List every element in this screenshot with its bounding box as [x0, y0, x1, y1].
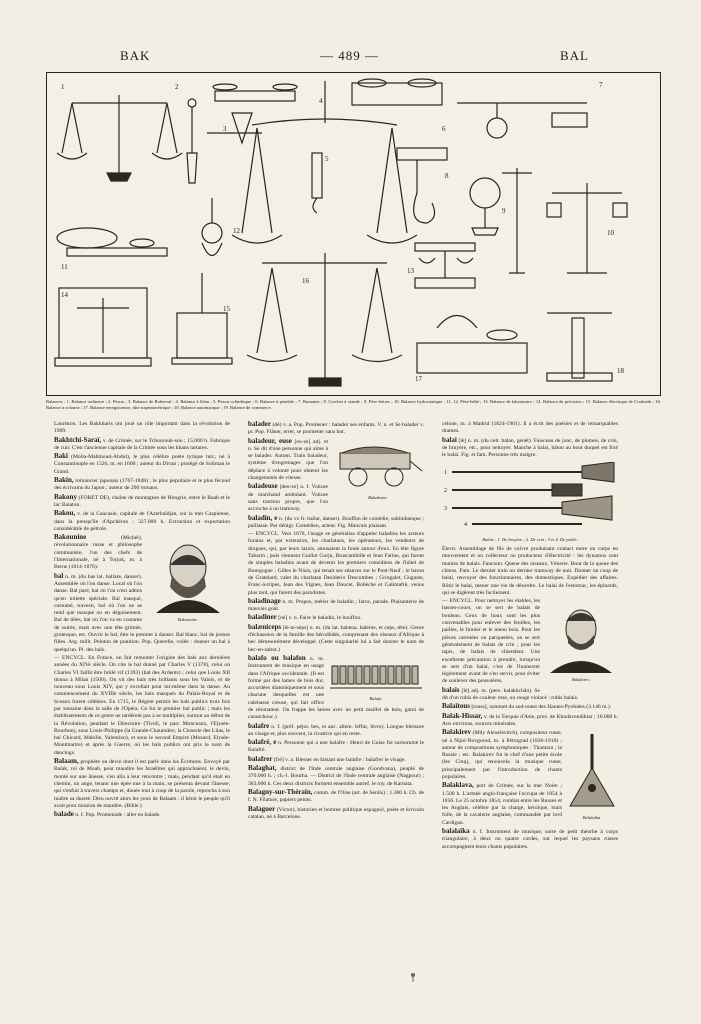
fig-num: 18 — [617, 367, 624, 375]
balais-figure — [442, 462, 618, 543]
entry-balak-hissar — [442, 713, 618, 729]
baladeuse-image — [332, 441, 424, 491]
balalaika-figure — [566, 732, 618, 821]
fig-num: 8 — [445, 172, 449, 180]
balances-plate — [46, 72, 661, 396]
definition: (dé) v. a. Pop. Promener : balader ses enfants. V. n. et Se balader v. pr. Pop. Flâner, errer, se promener sans but. — [248, 422, 424, 436]
headword: balai — [442, 435, 457, 444]
balalaika-caption: Balalaïka. — [582, 814, 602, 820]
letter-scale — [470, 168, 532, 273]
entry-baladin — [248, 515, 424, 531]
peson — [187, 99, 197, 183]
headword: Bakounine — [54, 533, 87, 542]
headword: baladiner — [248, 613, 277, 622]
plate-figure-numbers — [61, 81, 625, 383]
definition: (Mily Alexeïevitch), compositeur russe, né à Nijni-Novgorod, m. à Pétrograd (1836-1910) ; auteur de compositions symphoniques : Thamara ; la Russie ; etc. Balakirev fut le chef d'une petite école (les Cinq), qui renouvela la musique russe, principalement par l'introduction de chants populaires. — [442, 730, 562, 780]
definition: n. f. Instrument de musique, sorte de petit théorbe à corps triangulaire, à deux ou quatre cordes, sur lequel les paysans russes accompagnent leurs chants populaires. — [442, 829, 618, 850]
peson-cylindrical — [312, 153, 322, 213]
definition: [deu-ze] n. f. Voiture de marchand ambulant. Voiture sans traction propre, que l'on accroche à un tramway. — [248, 484, 329, 513]
entry-baladinage — [248, 598, 424, 614]
entry-bakin — [54, 477, 230, 493]
balance-ordinary — [57, 95, 182, 181]
headword: baladeuse — [248, 482, 278, 491]
definition: (Victor), historien et homme politique espagnol, poète et écrivain catalan, né à Barcelone. — [248, 806, 424, 820]
balance-pendulum — [352, 79, 442, 105]
definition: [lè] adj. m. (pers. balakhchân). Se dit d'un rubis de couleur rose, ou rouge violacé : rubis balais. — [442, 687, 579, 702]
definition: n. Personne qui a une balafre : Henri de Guise fut surnommé le Balafré. — [248, 740, 424, 754]
balafo-image — [328, 658, 424, 692]
headword: Bakou, — [54, 509, 76, 518]
definition: [né] v. n. Faire le baladin, le bouffon. — [278, 615, 362, 622]
svg-text:4: 4 — [464, 522, 467, 529]
fig-num: 10 — [607, 229, 614, 237]
headword: baladin, e — [248, 513, 278, 522]
balais-image — [442, 462, 618, 532]
entry-balai-encycl — [442, 598, 618, 686]
entry-balai-electr — [442, 546, 618, 597]
balafo-caption: Balafo. — [369, 696, 383, 702]
definition: n. f. Pop. Promenade : aller en balade. — [75, 812, 161, 819]
balance-roberval — [207, 84, 297, 143]
fig-num: 6 — [442, 125, 446, 133]
entry-balade — [54, 811, 230, 819]
column-2 — [248, 421, 424, 822]
entry-balaitous — [442, 703, 618, 711]
plate-caption: Balances : 1. Balance ordinaire ; 2. Peson ; 3. Balance de Roberval ; 4. Balance à fléau ; 5. Peson cylindrique ; 6. Balance à pendule ; 7. Romaine ; 8. Crochet à viande ; 9. Pèse-lettres ; 10. Balance hydrostatique ; 11, 12. Pèse-bébé ; 13. Balance de laboratoire ; 14. Balance de précision ; 15. Balance électrique de Coulomb ; 16. Balance à colonne ; 17. Balance enregistreuse, dite trapézométrique ; 18. Balance automatique ; 19. Balance de commerce. — [46, 399, 661, 410]
fig-num: 7 — [599, 81, 603, 89]
definition: [touss], sommet du sud-ouest des Hautes-Pyrénées (3.146 m.). — [471, 704, 612, 711]
entry-balaguer — [248, 806, 424, 822]
definition: prophète ou devin dont il est parlé dans les Écritures. Envoyé par Balak, roi de Moab, pour maudire les Israélites qui approchaient, le devin, monté sur une ânesse, s'en alla à leur rencontre ; mais, pendant qu'il était en chemin, un ange, tenant une épée nue à la main, se présenta devant l'ânesse, qui s'enfuit à travers champs et, douée tout à coup de la parole, reprocha à son maître sa dureté. Dieu ouvrit alors les yeux de Balaam : il bénit le peuple qu'il avait pour mission de maudire. (Bible.) — [54, 759, 230, 809]
fig-num: 5 — [325, 155, 329, 163]
headword: Balaklava, — [442, 781, 474, 790]
definition: n. f. (préf. péjor. bes, et anc. allem. leffur, lèvre). Longue blessure au visage et, plus souvent, la cicatrice qui en reste. — [248, 723, 424, 737]
headword: balafrer — [248, 754, 273, 763]
entry-balalaika — [442, 828, 618, 851]
definition: [fré] v. a. Blesser en faisant une balafre : balafrer le visage. — [273, 756, 406, 763]
headword: Balaguer — [248, 804, 276, 813]
entry-balafre — [248, 723, 424, 739]
pin-mark-icon — [410, 972, 416, 982]
entry-intro: Lauriston. Les Bakhtiaris ont joué un rôle important dans la révolution de 1909. — [54, 421, 230, 435]
baladeuse-figure — [332, 441, 424, 502]
definition: — ENCYCL. En France, on fait remonter l'origine des bals aux dernières années du XIVe siècle. On cite le bal donné par Charles V (1378), celui où Charles VI faillit être brûlé vif (1393) (bal des Ardents) ; celui que Louis XII donna à Milan (1500). On vit des bals très brillants sous les Valois, et de nouveau sous Louis XIV, qui y excellait pour lui-même dans la danse. Au commencement du XVIIIe siècle, les bals masqués du Palais-Royal et de Sceaux furent célèbres. En 1715, le Régent permit les bals publics trois fois par semaine dans la salle de l'Opéra. Ce fut le premier bal public ; mais les établissements de ce genre ne tardèrent pas à se multiplier, surtout au début de la Révolution, pendant le Directoire (Tivoli, le parc Monceaux, l'Elysée-Bourbon), sous Louis-Philippe (la Grande-Chaumière, la Closerie des Lilas, le bal Chicard, Mabille, Valentino), et sous le second Empire (Musard, Elysée-Montmartre) et après la Guerre, où les bals publics ont pris le nom de dancings. — [54, 654, 230, 756]
balance-coulomb — [172, 273, 232, 364]
headword: Balaghat, — [248, 764, 277, 773]
baby-scale — [57, 228, 167, 256]
bakounine-caption: Bakounine. — [177, 617, 199, 623]
headword: balafo ou balafon — [248, 653, 306, 662]
definition: — ENCYCL. Vers 1678, l'usage se généralisa d'appeler baladins les acteurs forains et, par extension, les charlatans, les opérateurs, les vendeurs de drogues, qui, par leurs lazzis, amusaient la foule autour d'eux. En tête figure Tabarin ; puis viennent Guillot Gorju, Bruscambille et Jean Farine, qui furent de simples baladins avant de devenir les premiers comédiens de l'hôtel de Bourgogne ; Gilles le Niais, qui tenait ses séances sur le Pont-Neuf ; le baron de Gratelard, valet du charlatan Desiderio Descombes ; Gringalet, Guguste, Franc-à-tripes, Jean des Vignes, Jean Doucet, Bobèche et Galimafré, venus plus tard, qui furent des parodistes. — [248, 531, 424, 596]
definition: (Michel), révolutionnaire russe et philosophe communiste, l'un des chefs de l'Internationale, né à Torjok, m. à Berne (1814-1876). — [54, 535, 142, 571]
fig-num: 14 — [61, 291, 68, 299]
balafo-figure — [328, 658, 424, 703]
definition: v. de Crimée, sur le Tchourouk-sou ; 15.000 h. Fabrique de cuir. C'est l'ancienne capitale de la Crimée sous les khans tartares. — [54, 437, 230, 451]
entry-balaguer-cont — [442, 421, 618, 436]
headword: Balaam, — [54, 757, 79, 766]
header-right-guideword: BAL — [560, 48, 589, 63]
balakirev-portrait — [544, 601, 618, 684]
balakirev-portrait-image — [544, 601, 618, 673]
headword: balais — [442, 685, 460, 694]
baby-scale-cherub — [202, 198, 222, 256]
balance-precision-case — [55, 288, 151, 366]
fig-num: 17 — [415, 375, 422, 383]
column-3 — [442, 421, 618, 852]
headword: balæniceps — [248, 622, 282, 631]
definition: comm. de l'Oise (arr. de Senlis) ; 1.300 h. Ch. de f. N. Filature, papiers peints. — [248, 789, 424, 804]
balance-laboratory — [415, 243, 475, 288]
headword: bal — [54, 571, 64, 580]
balalaika-image — [566, 732, 618, 810]
definition: n. m. Instrument de musique en usage dans l'Afrique occidentale. (Il est formé par des lames de bois dur, accordées diatoniquement et sous chacune desquelles est une calebasse creuse, qui fait office de résonateur. On frappe les lames avec un petit maillet de bois, garni de caoutchouc.) — [248, 655, 424, 721]
entry-balafrer — [248, 756, 424, 764]
fig-num: 15 — [223, 305, 230, 313]
definition: [lé-ni-sèps] n. m. (du lat. balæna, baleine, et ceps, tête). Genre d'échassiers de la famille des hérodiidés, comprenant des oiseaux d'Afrique à bec démesurément développé. (Cette singularité lui a fait donner le nom de bec-en-sabot.) — [248, 624, 425, 653]
balances-illustration — [47, 73, 662, 397]
fig-num: 13 — [407, 267, 414, 275]
entry-balader — [248, 421, 424, 437]
entry-balaeniceps — [248, 624, 424, 654]
svg-text:1: 1 — [444, 470, 447, 477]
definition: n. m. Propos, métier de baladin ; farce, parade. Plaisanterie de mauvais goût. — [248, 598, 424, 613]
fig-num: 11 — [61, 263, 68, 271]
headword: Bakhtchi-Saraï, — [54, 435, 102, 444]
definition: [eu-ze] adj. et n. Se dit d'une personne qui aime à se balader. Autom. Train baladeur, système d'engrenages que l'on déplace à volonté pour obtenir les changements de vitesse. — [248, 438, 328, 482]
headword: Balagny-sur-Thérain, — [248, 787, 313, 796]
definition: v. de la Turquie d'Asie, prov. de Khodavendikiar ; 10.000 h. Aux environs, sources minérales. — [442, 713, 618, 727]
romaine — [457, 103, 587, 138]
bakounine-portrait — [146, 537, 230, 624]
definition: v. de la Caucasie, capitale de l'Azerbaïdjan, sur la mer Caspienne, dans la presqu'île d'Apchéron ; 327.000 h. Extraction et exportation considérable de pétrole. — [54, 511, 230, 532]
entry-balagny — [248, 789, 424, 805]
svg-text:3: 3 — [444, 506, 447, 513]
entry-balafo — [248, 655, 424, 722]
definition: port de Crimée, sur la mer Noire ; 1.500 h. L'armée anglo-française l'occupa de 1854 à 1856. Le 25 octobre 1854, combat entre les Russes et les Anglais, célèbre par la charge, héroïque, mais folle, de la cavalerie anglaise, commandée par lord Cardigan. — [442, 783, 562, 826]
headword: Bakony — [54, 492, 77, 501]
headword: Balakirev — [442, 728, 472, 737]
entry-balafre-person — [248, 739, 424, 755]
headword: Baki — [54, 452, 69, 461]
entry-balaam — [54, 758, 230, 810]
fig-num: 1 — [61, 83, 65, 91]
headword: Balaïtous — [442, 702, 471, 711]
balance-automatic — [547, 313, 612, 381]
entry-balai — [442, 437, 618, 460]
headword: balalaïka — [442, 827, 470, 836]
fig-num: 3 — [223, 125, 227, 133]
fig-num: 9 — [502, 207, 506, 215]
fig-num: 4 — [319, 97, 323, 105]
baladeuse-caption: Baladeuse. — [368, 494, 388, 500]
definition: celone, m. à Madrid (1824-1901). Il a écrit des poésies et de remarquables drames. — [442, 421, 618, 435]
definition: (Molla-Mahmoud-Abdul), le plus célèbre poète lyrique turc, né à Constantinople en 1526, m. en 1600 ; auteur du Divan ; protégé de Soliman le Grand. — [54, 454, 231, 475]
headword: baladeur, euse — [248, 436, 292, 445]
definition: (FORET DE), chaîne de montagnes de Hongrie, entre le Raab et le lac Balaton. — [54, 494, 230, 508]
headword: Bakin, — [54, 476, 74, 485]
headword: baladinage — [248, 596, 281, 605]
entry-bakony — [54, 494, 230, 510]
entry-baladin-encycl — [248, 531, 424, 597]
definition: district de l'Inde centrale anglaise (Gondvana), peuplé de 370.000 h. ; ch.-l. Bourha. — District de l'Inde centrale anglaise (Nagpour) ; 383.000 h. Ces deux districts forment ensemble autref. le roy. de Karnata. — [248, 766, 424, 787]
entry-balais — [442, 687, 618, 703]
definition: n. m. (du bas lat. ballare, danser). Assemblée où l'on danse. Local où l'on danse. Bal paré, bal où l'on n'est admis qu'en toilette spéciale. Bal masqué, costumé, travesti, bal où l'on ne se rend que masqué ou en déguisement. Bal de têtes, bal où l'on va en costume de soirée, mais avec une tête grimée, grotesque, etc. Ouvrir le bal, être le premier à danser. Bal blanc, bal de jeunes filles. Arg. milit. Peloton de punition. Pop. Querelle, volée : donner un bal à quelqu'un. Pl. des bals. — [54, 573, 230, 653]
svg-text:2: 2 — [444, 488, 447, 495]
fig-num: 2 — [175, 83, 179, 91]
headword: balafre — [248, 721, 270, 730]
definition: [lè] n. m. (du celt. balan, genêt). Faisceau de jonc, de plumes, de crin, de bruyère, etc., pour nettoyer. Manche à balai, bâton au bout duquel est fixé le balai. Fig. et fam. Personne très maigre. — [442, 437, 618, 459]
entry-baki — [54, 453, 230, 476]
headword: balader — [248, 420, 271, 428]
definition: romancier japonais (1767-1848) ; le plus populaire et le plus fécond des écrivains du Japon ; auteur de 290 romans. — [54, 478, 231, 492]
fig-num: 16 — [302, 277, 309, 285]
entry-bakou — [54, 510, 230, 533]
entry-bal-encycl — [54, 655, 230, 757]
definition: n. (du vx fr. ballar, danser). Bouffon de comédie, saltimbanque ; paillasse. Par dénigr. Comédien, acteur. Fig. Mauvais plaisant. — [248, 515, 424, 529]
definition: Électr. Assemblage de fils de cuivre produisant contact entre un corps en mouvement et un collecteur ou producteur d'électricité : les dynamos sont munies de balais. Fauconn. Queue des oiseaux. Vénerie. Bout de la queue des chiens. Fam. Le dernier train ou dernier tramway de nuit. Donner un coup de balai, renvoyer des fonctionnaires, des domestiques. Expédier des affaires. Rôtir le balai, mener une vie de désordre. Le balai de l'estomac, les épinards, qui se digèrent très facilement. — [442, 546, 618, 596]
balance-column — [247, 253, 402, 386]
balance-recording — [417, 316, 527, 374]
entry-balaghat — [248, 765, 424, 788]
headword: balafré, e — [248, 738, 277, 747]
header-left-guideword: BAK — [120, 48, 151, 63]
entry-baladiner — [248, 614, 424, 622]
headword: Balak-Hissar, — [442, 711, 483, 720]
balakirev-caption: Balakirev. — [571, 677, 591, 683]
page-number: — 489 — — [320, 48, 379, 63]
balance-hydrostatic — [547, 183, 627, 273]
fig-num: 12 — [233, 227, 240, 235]
definition: — ENCYCL. Pour nettoyer les étables, les basses-cours, on se sert de balais de bouleau. Ceux de houx sont les plus convenables pour enlever des feuilles, les pailles, le fumier et le menu bois. Pour les pièces carrelées ou parquetées, on se sert généralement de balais de crin ; pour les tapis, de balais de chiendent. Une excellente précaution à prendre, lorsqu'on se sert d'un balai, c'est de l'humecter légèrement avant de s'en servir, pour éviter de soulever des poussières. — [442, 598, 540, 685]
bakounine-portrait-image — [146, 537, 230, 613]
entry-bakhtchi — [54, 437, 230, 453]
balais-caption: Balais : 1. De bruyère ; 2. De crin ; 3 et 4. De paille. — [482, 536, 578, 542]
column-1 — [54, 421, 230, 820]
headword: balade — [54, 810, 74, 819]
